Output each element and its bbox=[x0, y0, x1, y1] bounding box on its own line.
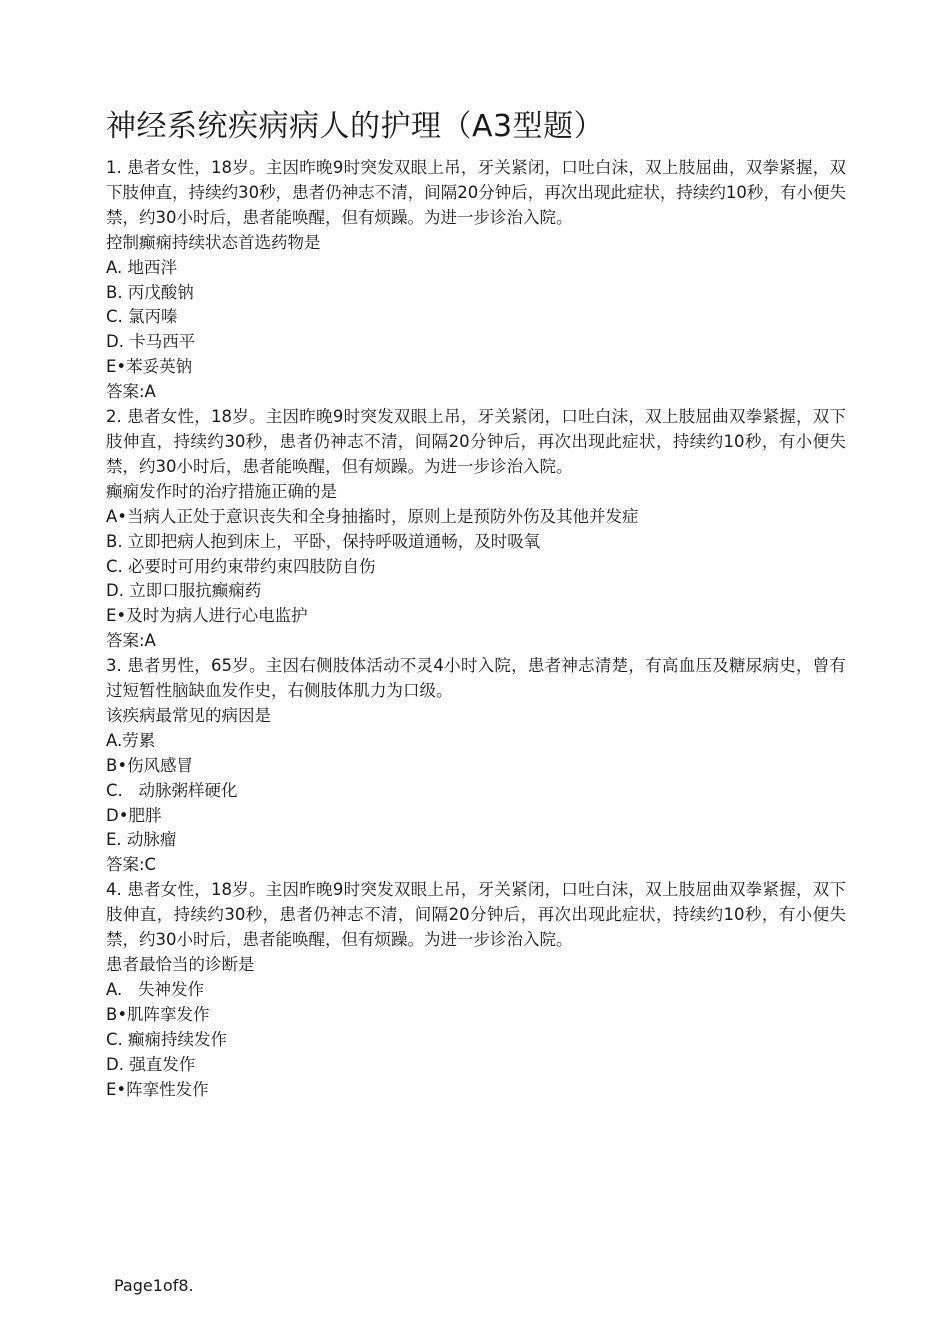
question-prompt: 患者最恰当的诊断是 bbox=[106, 955, 255, 974]
option-e: E•阵挛性发作 bbox=[106, 1079, 209, 1099]
question-prompt: 控制癫痫持续状态首选药物是 bbox=[106, 232, 321, 252]
option-e: E. 动脉瘤 bbox=[106, 830, 177, 850]
question-stem: 4. 患者女性，18岁。主因昨晚9时突发双眼上吊，牙关紧闭，口吐白沫，双上肢屈曲双拳紧握，双下肢伸直，持续约30秒，患者仍神志不清，间隔20分钟后，再次出现此症状，持续约10秒，有小便失禁，约30小时后，患者能唤醒，但有烦躁。为进一步诊治入院。 bbox=[106, 880, 846, 950]
option-c: C. 必要时可用约束带约束四肢防自伤 bbox=[106, 556, 376, 576]
option-e: E•苯妥英钠 bbox=[106, 357, 193, 377]
option-a: A.劳累 bbox=[106, 730, 156, 750]
answer: 答案:A bbox=[106, 382, 156, 402]
option-d: D. 卡马西平 bbox=[106, 332, 196, 352]
option-d: D. 立即口服抗癫痫药 bbox=[106, 581, 262, 601]
question-stem: 3. 患者男性，65岁。主因右侧肢体活动不灵4小时入院，患者神志清楚，有高血压及糖尿病史，曾有过短暂性脑缺血发作史，右侧肢体肌力为口级。 bbox=[106, 656, 846, 701]
answer: 答案:A bbox=[106, 631, 156, 651]
option-b: B. 丙戊酸钠 bbox=[106, 282, 194, 302]
question-2 bbox=[106, 405, 846, 654]
option-c: C. 氯丙嗪 bbox=[106, 307, 178, 327]
option-e: E•及时为病人进行心电监护 bbox=[106, 606, 308, 626]
option-b: B•伤风感冒 bbox=[106, 755, 194, 775]
question-4 bbox=[106, 878, 846, 1102]
option-a: A. 地西泮 bbox=[106, 257, 177, 277]
page-footer: Page1of8. bbox=[114, 1276, 194, 1295]
option-c: C. 动脉粥样硬化 bbox=[106, 780, 238, 800]
question-stem: 1. 患者女性，18岁。主因昨晚9时突发双眼上吊，牙关紧闭，口吐白沫，双上肢屈曲，双拳紧握，双下肢伸直，持续约30秒，患者仍神志不清，间隔20分钟后，再次出现此症状，持续约10秒，有小便失禁，约30小时后，患者能唤醒，但有烦躁。为进一步诊治入院。 bbox=[106, 158, 846, 227]
option-b: B•肌阵挛发作 bbox=[106, 1004, 210, 1024]
document-title: 神经系统疾病病人的护理（A3型题） bbox=[106, 109, 605, 144]
option-d: D. 强直发作 bbox=[106, 1054, 196, 1074]
option-b: B. 立即把病人抱到床上，平卧，保持呼吸道通畅，及时吸氧 bbox=[106, 531, 541, 551]
question-1 bbox=[106, 156, 846, 405]
option-a: A. 失神发作 bbox=[106, 979, 204, 999]
question-stem: 2. 患者女性，18岁。主因昨晚9时突发双眼上吊，牙关紧闭，口吐白沫，双上肢屈曲双拳紧握，双下肢伸直，持续约30秒，患者仍神志不清，间隔20分钟后，再次出现此症状，持续约10秒，有小便失禁，约30小时后，患者能唤醒，但有烦躁。为进一步诊治入院。 bbox=[106, 407, 846, 476]
question-list bbox=[106, 156, 846, 1102]
question-prompt: 该疾病最常见的病因是 bbox=[106, 705, 271, 725]
answer: 答案:C bbox=[106, 855, 157, 875]
option-a: A•当病人正处于意识丧失和全身抽搐时，原则上是预防外伤及其他并发症 bbox=[106, 506, 639, 526]
option-c: C. 癫痫持续发作 bbox=[106, 1029, 228, 1049]
question-prompt: 癫痫发作时的治疗措施正确的是 bbox=[106, 481, 337, 501]
option-d: D•肥胖 bbox=[106, 805, 162, 825]
question-3 bbox=[106, 654, 846, 878]
